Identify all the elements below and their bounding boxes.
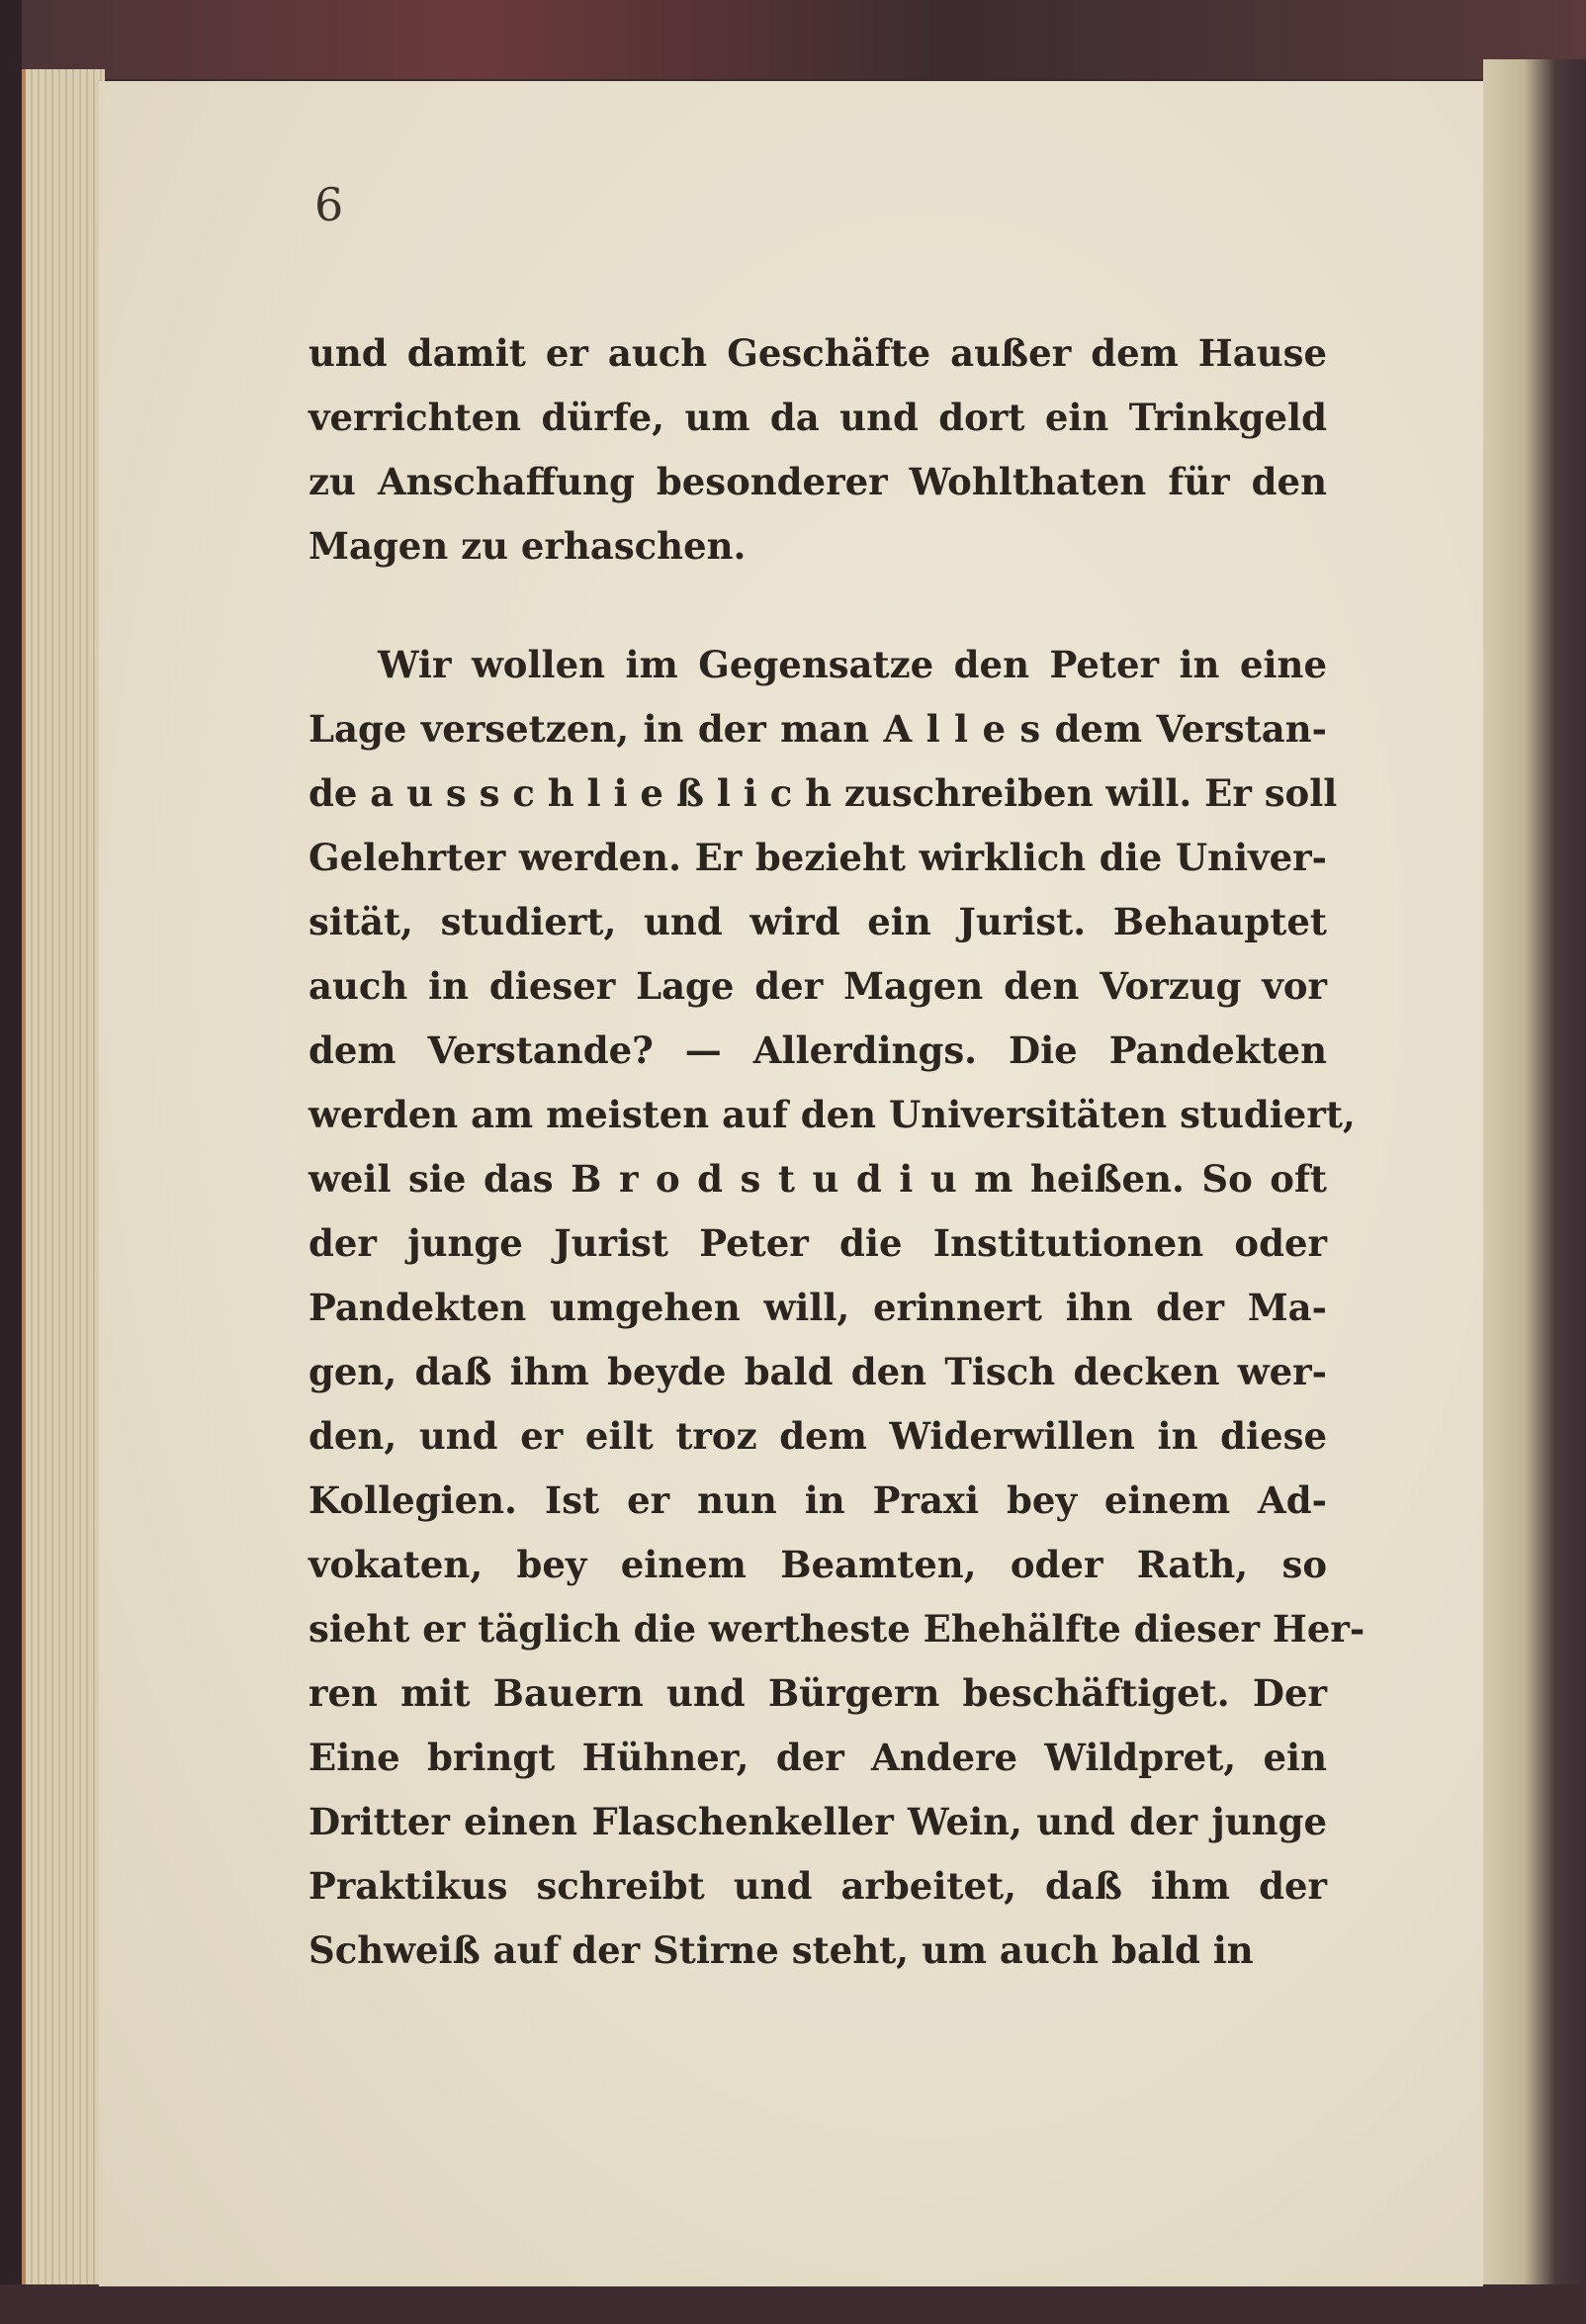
- text-line: vokaten, bey einem Beamten, oder Rath, so: [308, 1543, 1327, 1586]
- text-line: Pandekten umgehen will, erinnert ihn der Ma-: [308, 1286, 1327, 1329]
- text-line: sieht er täglich die wertheste Ehehälfte dieser Her-: [308, 1607, 1366, 1651]
- text-line: und damit er auch Geschäfte außer dem Hause: [308, 331, 1327, 375]
- text-line: Dritter einen Flaschenkeller Wein, und der junge: [308, 1800, 1327, 1843]
- text-line: verrichten dürfe, um da und dort ein Trinkgeld: [308, 396, 1327, 439]
- text-line: gen, daß ihm beyde bald den Tisch decken wer-: [308, 1350, 1327, 1393]
- text-line: Gelehrter werden. Er bezieht wirklich die Univer-: [308, 836, 1327, 879]
- page-number: 6: [314, 178, 344, 231]
- text-line: de a u s s c h l i e ß l i c h zuschreiben will. Er soll: [308, 771, 1338, 815]
- book-cover-bottom: [0, 2284, 1586, 2324]
- text-line: Kollegien. Ist er nun in Praxi bey einem Ad-: [308, 1478, 1327, 1522]
- text-line: den, und er eilt troz dem Widerwillen in diese: [308, 1414, 1327, 1458]
- page-right-edge: [1483, 59, 1586, 2304]
- text-line: ren mit Bauern und Bürgern beschäftiget. Der: [308, 1671, 1327, 1715]
- text-line: der junge Jurist Peter die Institutionen oder: [308, 1221, 1327, 1265]
- paragraph-1: [308, 321, 1327, 579]
- text-line: zu Anschaffung besonderer Wohlthaten für den: [308, 460, 1327, 503]
- text-line: werden am meisten auf den Universitäten studiert,: [308, 1093, 1356, 1136]
- book-cover-left: [0, 0, 22, 2324]
- text-line: dem Verstande? — Allerdings. Die Pandekten: [308, 1028, 1327, 1072]
- text-line: Wir wollen im Gegensatze den Peter in eine: [378, 643, 1327, 686]
- text-line: Schweiß auf der Stirne steht, um auch bald in: [308, 1928, 1254, 1972]
- paragraph-2: [308, 633, 1366, 1983]
- page-edges: [22, 69, 105, 2294]
- text-line: auch in dieser Lage der Magen den Vorzug vor: [308, 964, 1327, 1008]
- text-line: Praktikus schreibt und arbeitet, daß ihm der: [308, 1864, 1327, 1908]
- text-line: Magen zu erhaschen.: [308, 524, 747, 568]
- text-line: Lage versetzen, in der man A l l e s dem Verstan-: [308, 707, 1327, 751]
- text-line: sität, studiert, und wird ein Jurist. Behauptet: [308, 900, 1327, 943]
- text-line: Eine bringt Hühner, der Andere Wildpret, ein: [308, 1736, 1327, 1779]
- book-cover-top: [0, 0, 1586, 79]
- text-line: weil sie das B r o d s t u d i u m heißen. So oft: [308, 1157, 1327, 1201]
